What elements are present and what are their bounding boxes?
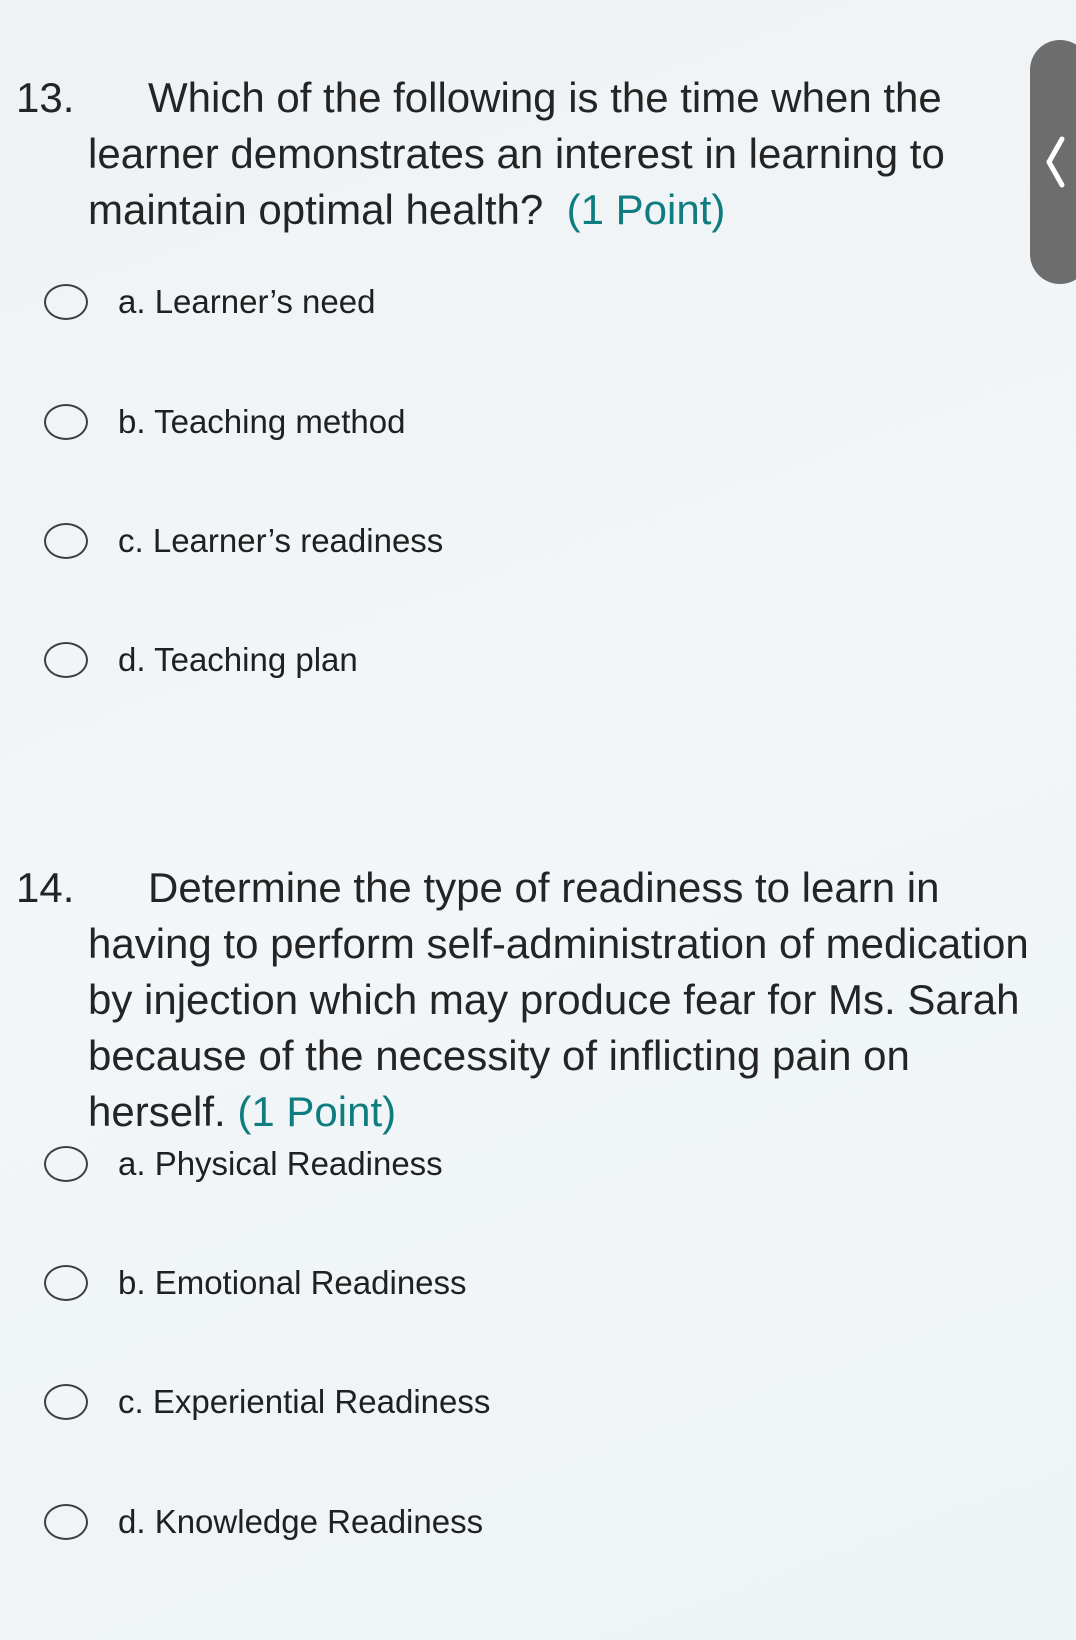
question-header xyxy=(0,70,1060,238)
question-header xyxy=(0,860,1060,1140)
option-13-c[interactable] xyxy=(44,521,443,561)
option-14-c[interactable] xyxy=(44,1382,490,1422)
option-13-a[interactable] xyxy=(44,282,375,322)
question-number: 14. xyxy=(16,864,75,911)
option-label: c. Experiential Readiness xyxy=(118,1383,491,1420)
option-label: c. Learner’s readiness xyxy=(118,522,444,559)
radio-button[interactable] xyxy=(44,1384,88,1420)
question-14 xyxy=(0,860,1060,1140)
radio-button[interactable] xyxy=(44,284,88,320)
question-13 xyxy=(0,70,1060,238)
option-13-b[interactable] xyxy=(44,402,405,442)
side-panel-toggle[interactable] xyxy=(1030,40,1076,284)
chevron-left-icon xyxy=(1044,136,1066,188)
question-points: (1 Point) xyxy=(566,186,726,233)
radio-button[interactable] xyxy=(44,1146,88,1182)
question-points: (1 Point) xyxy=(237,1088,397,1135)
radio-button[interactable] xyxy=(44,1504,88,1540)
option-label: d. Knowledge Readiness xyxy=(118,1503,484,1540)
option-label: b. Emotional Readiness xyxy=(118,1264,467,1301)
option-14-a[interactable] xyxy=(44,1144,443,1184)
radio-button[interactable] xyxy=(44,523,88,559)
radio-button[interactable] xyxy=(44,642,88,678)
option-13-d[interactable] xyxy=(44,640,358,680)
question-text-block xyxy=(0,860,1048,1140)
option-14-d[interactable] xyxy=(44,1502,483,1542)
question-text: Which of the following is the time when the learner demonstrates an interest in learning to maintain optimal health? xyxy=(88,74,945,233)
radio-button[interactable] xyxy=(44,404,88,440)
option-label: a. Physical Readiness xyxy=(118,1145,443,1182)
question-text-block xyxy=(0,70,1048,238)
question-number: 13. xyxy=(16,74,75,121)
radio-button[interactable] xyxy=(44,1265,88,1301)
option-label: a. Learner’s need xyxy=(118,283,376,320)
option-label: b. Teaching method xyxy=(118,403,406,440)
option-label: d. Teaching plan xyxy=(118,641,358,678)
question-text: Determine the type of readiness to learn in having to perform self-administration of medication by injection which may produce fear for Ms. Sarah because of the necessity of inflicting pain on herself. xyxy=(88,864,1029,1135)
option-14-b[interactable] xyxy=(44,1263,467,1303)
